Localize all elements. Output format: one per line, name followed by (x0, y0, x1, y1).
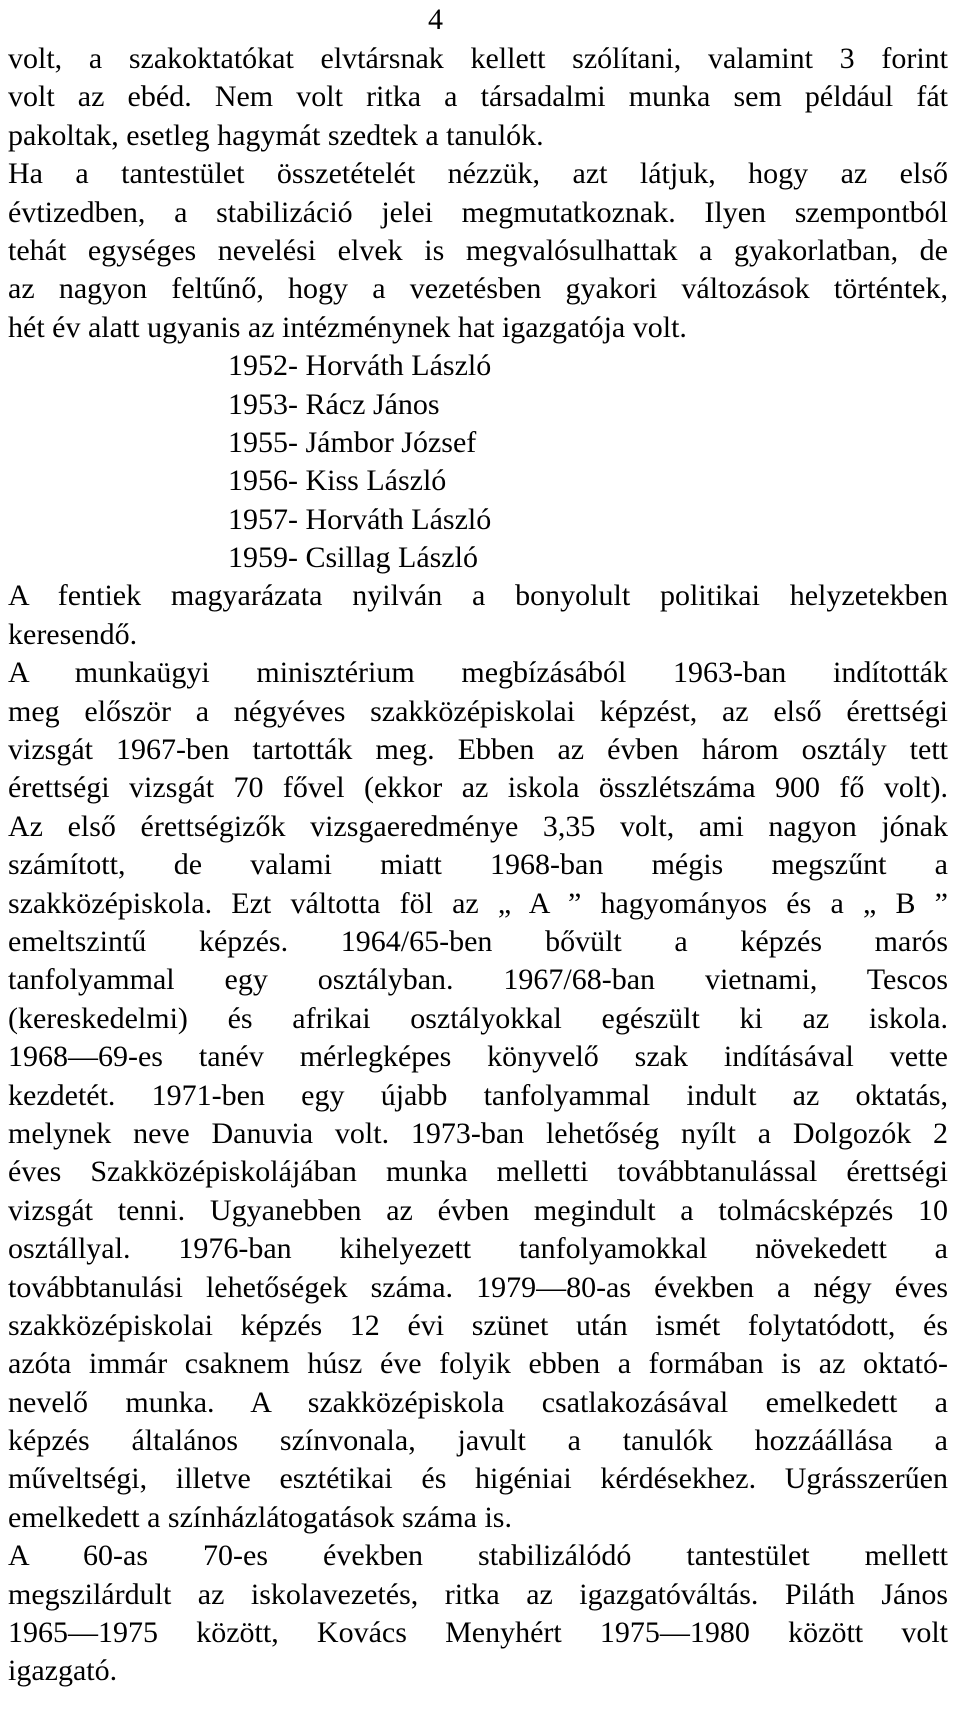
director-list-item: 1959- Csillag László (228, 541, 478, 575)
text-line: (kereskedelmi) és afrikai osztályokkal egészült ki az iskola. (8, 1001, 948, 1035)
text-line: A 60-as 70-es években stabilizálódó tantestület mellett (8, 1539, 948, 1573)
text-line: az nagyon feltűnő, hogy a vezetésben gyakori változások történtek, (8, 272, 948, 306)
page-number: 4 (428, 3, 443, 36)
text-line: Ha a tantestület összetételét nézzük, azt látjuk, hogy az első (8, 157, 948, 191)
text-line: keresendő. (8, 617, 138, 651)
text-line: évtizedben, a stabilizáció jelei megmutatkoznak. Ilyen szempontból (8, 195, 948, 229)
text-line: azóta immár csaknem húsz éve folyik ebben a formában is az oktató- (8, 1347, 948, 1381)
text-line: érettségi vizsgát 70 fővel (ekkor az iskola összlétszáma 900 fő volt). (8, 771, 948, 805)
text-line: pakoltak, esetleg hagymát szedtek a tanulók. (8, 118, 544, 152)
director-list-item: 1952- Horváth László (228, 349, 492, 383)
text-line: tehát egységes nevelési elvek is megvalósulhattak a gyakorlatban, de (8, 233, 948, 267)
text-line: hét év alatt ugyanis az intézménynek hat igazgatója volt. (8, 310, 687, 344)
text-line: kezdetét. 1971-ben egy újabb tanfolyammal indult az oktatás, (8, 1078, 948, 1112)
text-line: tanfolyammal egy osztályban. 1967/68-ban vietnami, Tescos (8, 963, 948, 997)
text-line: műveltségi, illetve esztétikai és higéniai kérdésekhez. Ugrásszerűen (8, 1462, 948, 1496)
text-line: 1965—1975 között, Kovács Menyhért 1975—1980 között volt (8, 1616, 948, 1650)
text-line: szakközépiskolai képzés 12 évi szünet után ismét folytatódott, és (8, 1308, 948, 1342)
text-line: képzés általános színvonala, javult a tanulók hozzáállása a (8, 1424, 948, 1458)
text-line: melynek neve Danuvia volt. 1973-ban lehetőség nyílt a Dolgozók 2 (8, 1116, 948, 1150)
text-line: továbbtanulási lehetőségek száma. 1979—80-as években a négy éves (8, 1270, 948, 1304)
text-line: Az első érettségizők vizsgaeredménye 3,35 volt, ami nagyon jónak (8, 809, 948, 843)
text-line: 1968—69-es tanév mérlegképes könyvelő szak indításával vette (8, 1040, 948, 1074)
director-list-item: 1956- Kiss László (228, 464, 447, 498)
text-line: szakközépiskola. Ezt váltotta föl az „ A ” hagyományos és a „ B ” (8, 886, 948, 920)
text-line: A munkaügyi minisztérium megbízásából 1963-ban indították (8, 656, 948, 690)
text-line: vizsgát 1967-ben tartották meg. Ebben az évben három osztály tett (8, 733, 948, 767)
text-line: volt az ebéd. Nem volt ritka a társadalmi munka sem például fát (8, 80, 948, 114)
text-line: nevelő munka. A szakközépiskola csatlakozásával emelkedett a (8, 1385, 948, 1419)
director-list-item: 1955- Jámbor József (228, 425, 477, 459)
text-line: meg először a négyéves szakközépiskolai képzést, az első érettségi (8, 694, 948, 728)
text-line: volt, a szakoktatókat elvtársnak kellett szólítani, valamint 3 forint (8, 42, 948, 75)
text-line: osztállyal. 1976-ban kihelyezett tanfolyamokkal növekedett a (8, 1232, 948, 1266)
text-line: vizsgát tenni. Ugyanebben az évben megindult a tolmácsképzés 10 (8, 1193, 948, 1227)
text-line: éves Szakközépiskolájában munka melletti továbbtanulással érettségi (8, 1155, 948, 1189)
text-line: igazgató. (8, 1654, 118, 1688)
text-line: emeltszintű képzés. 1964/65-ben bővült a képzés marós (8, 924, 948, 958)
text-line: számított, de valami miatt 1968-ban mégis megszűnt a (8, 848, 948, 882)
text-line: A fentiek magyarázata nyilván a bonyolult politikai helyzetekben (8, 579, 948, 613)
director-list-item: 1953- Rácz János (228, 387, 440, 421)
text-line: megszilárdult az iskolavezetés, ritka az igazgatóváltás. Piláth János (8, 1577, 948, 1611)
body-text (8, 40, 948, 1691)
text-line: emelkedett a színházlátogatások száma is. (8, 1500, 512, 1534)
director-list-item: 1957- Horváth László (228, 502, 492, 536)
